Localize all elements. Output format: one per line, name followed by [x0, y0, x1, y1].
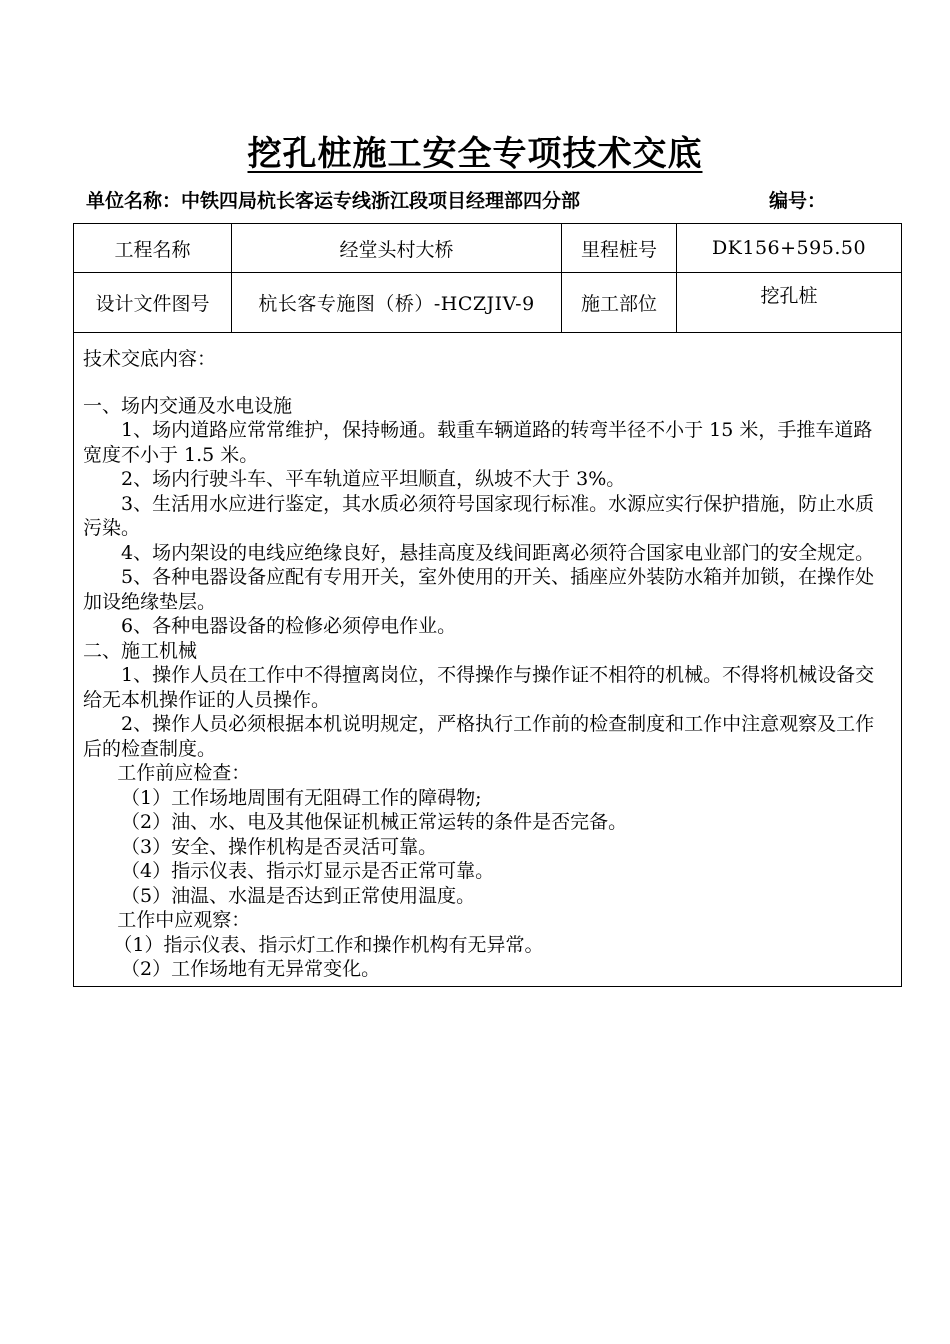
serial-number-label: 编号：: [769, 190, 827, 212]
mileage-label: 里程桩号: [562, 224, 677, 273]
unit-line: [86, 186, 886, 212]
pre-check-item: （5）油温、水温是否达到正常使用温度。: [121, 884, 476, 907]
section-1-item: 3、生活用水应进行鉴定，其水质必须符号国家现行标准。水源应实行保护措施，防止水质污染。: [83, 492, 875, 539]
page-title: [0, 126, 950, 175]
design-doc-value: 杭长客专施图（桥）-HCZJIV-9: [232, 273, 562, 333]
section-1-item: 6、各种电器设备的检修必须停电作业。: [121, 615, 457, 637]
section-1-heading: 一、场内交通及水电设施: [83, 394, 293, 417]
section-1-item: 1、场内道路应常常维护，保持畅通。载重车辆道路的转弯半径不小于 15 米，手推车道路宽度不小于 1.5 米。: [83, 419, 873, 466]
pre-check-heading: 工作前应检查：: [117, 762, 251, 784]
page-title-text: 挖孔桩施工安全专项技术交底: [247, 134, 703, 174]
section-2-item: 1、操作人员在工作中不得擅离岗位，不得操作与操作证不相符的机械。不得将机械设备交给无本机操作证的人员操作。: [83, 664, 875, 711]
content-cell: [74, 333, 902, 987]
design-doc-label: 设计文件图号: [74, 273, 232, 333]
construction-part-value: 挖孔桩: [677, 273, 902, 333]
section-2-item: 2、操作人员必须根据本机说明规定，严格执行工作前的检查制度和工作中注意观察及工作后的检查制度。: [83, 713, 875, 760]
info-row-2: [74, 273, 902, 333]
unit-name: 单位名称：中铁四局杭长客运专线浙江段项目经理部四分部: [86, 190, 581, 212]
mileage-value: DK156+595.50: [677, 224, 902, 273]
section-1-item: 5、各种电器设备应配有专用开关，室外使用的开关、插座应外装防水箱并加锁，在操作处加设绝缘垫层。: [83, 566, 875, 613]
pre-check-item: （2）油、水、电及其他保证机械正常运转的条件是否完备。: [121, 811, 628, 833]
pre-check-item: （3）安全、操作机构是否灵活可靠。: [121, 835, 438, 858]
section-1-item: 4、场内架设的电线应绝缘良好，悬挂高度及线间距离必须符合国家电业部门的安全规定。: [121, 541, 875, 564]
project-name-value: 经堂头村大桥: [232, 224, 562, 273]
project-name-label: 工程名称: [74, 224, 232, 273]
construction-part-label: 施工部位: [562, 273, 677, 333]
section-1-item: 2、场内行驶斗车、平车轨道应平坦顺直，纵坡不大于 3%。: [121, 468, 626, 490]
content-row: [74, 333, 902, 987]
pre-check-item: （4）指示仪表、指示灯显示是否正常可靠。: [121, 860, 495, 882]
observe-heading: 工作中应观察：: [117, 909, 251, 931]
section-2-heading: 二、施工机械: [83, 639, 198, 662]
observe-item: （2）工作场地有无异常变化。: [121, 958, 381, 980]
info-row-1: [74, 224, 902, 273]
observe-item: （1）指示仪表、指示灯工作和操作机构有无异常。: [113, 933, 544, 956]
disclosure-table: [73, 223, 902, 987]
pre-check-item: （1）工作场地周围有无阻碍工作的障碍物;: [121, 786, 482, 809]
content-intro: 技术交底内容：: [83, 348, 217, 370]
